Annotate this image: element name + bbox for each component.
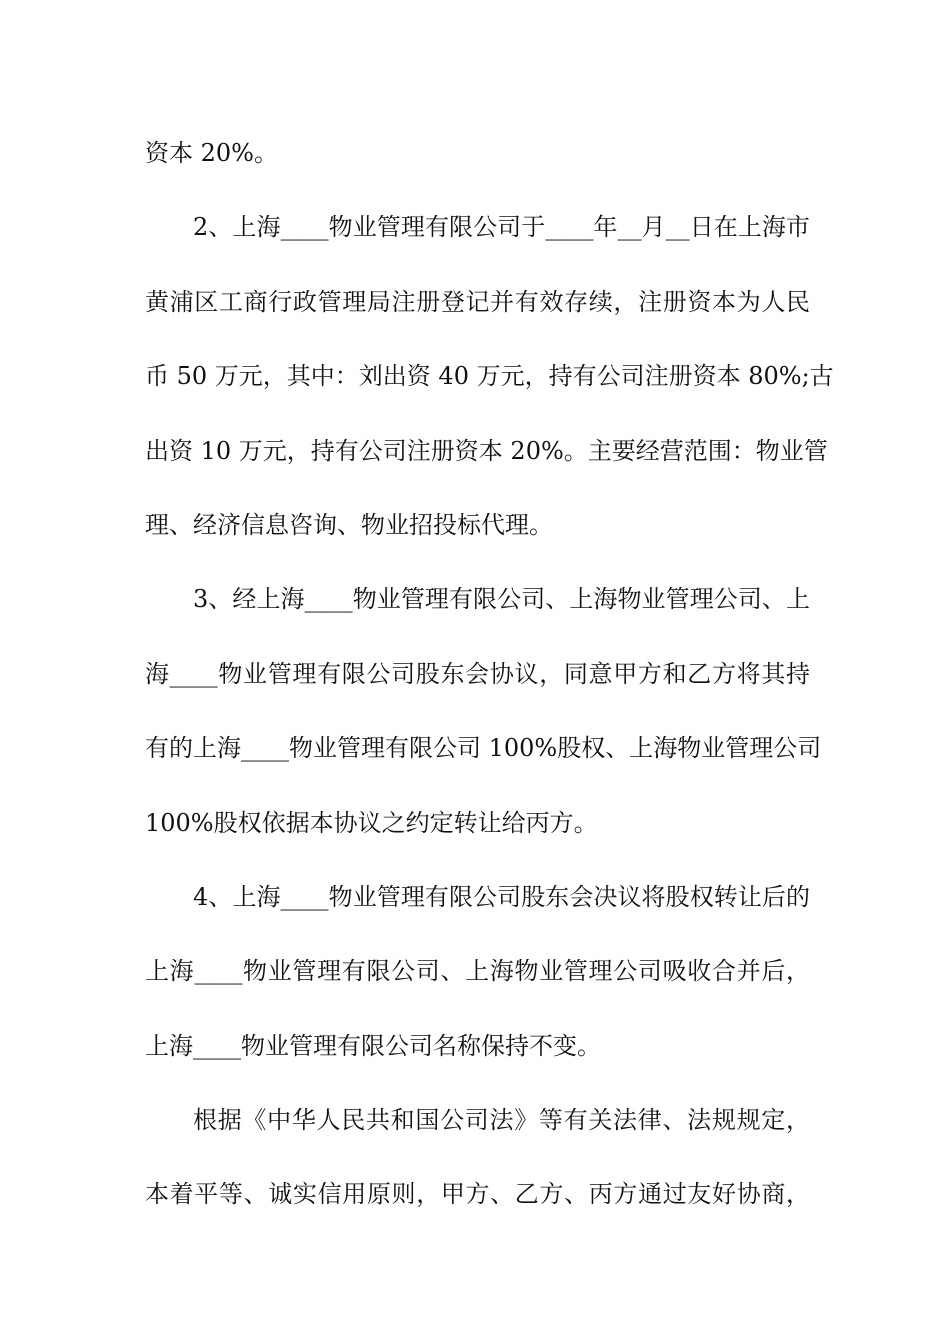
text-line: 资本 20%。	[145, 139, 278, 167]
text-line: 4、上海____物业管理有限公司股东会决议将股权转让后的	[193, 882, 810, 911]
text-line: 有的上海____物业管理有限公司 100%股权、上海物业管理公司	[145, 734, 822, 763]
text-line: 上海____物业管理有限公司名称保持不变。	[145, 1031, 601, 1060]
text-line: 本着平等、诚实信用原则，甲方、乙方、丙方通过友好协商，	[145, 1180, 810, 1209]
text-line: 2、上海____物业管理有限公司于____年__月__日在上海市	[193, 213, 810, 242]
text-line: 上海____物业管理有限公司、上海物业管理公司吸收合并后，	[145, 957, 810, 986]
text-line: 黄浦区工商行政管理局注册登记并有效存续，注册资本为人民	[145, 287, 810, 316]
text-line: 币 50 万元，其中：刘出资 40 万元，持有公司注册资本 80%;古	[145, 362, 834, 391]
document-body	[145, 128, 834, 1244]
text-line: 海____物业管理有限公司股东会协议，同意甲方和乙方将其持	[145, 659, 810, 688]
text-line: 3、经上海____物业管理有限公司、上海物业管理公司、上	[193, 585, 810, 614]
text-line: 理、经济信息咨询、物业招投标代理。	[145, 510, 553, 539]
text-line: 根据《中华人民共和国公司法》等有关法律、法规规定，	[193, 1106, 810, 1135]
text-line: 100%股权依据本协议之约定转让给丙方。	[145, 808, 598, 837]
text-line: 出资 10 万元，持有公司注册资本 20%。主要经营范围：物业管	[145, 436, 828, 465]
